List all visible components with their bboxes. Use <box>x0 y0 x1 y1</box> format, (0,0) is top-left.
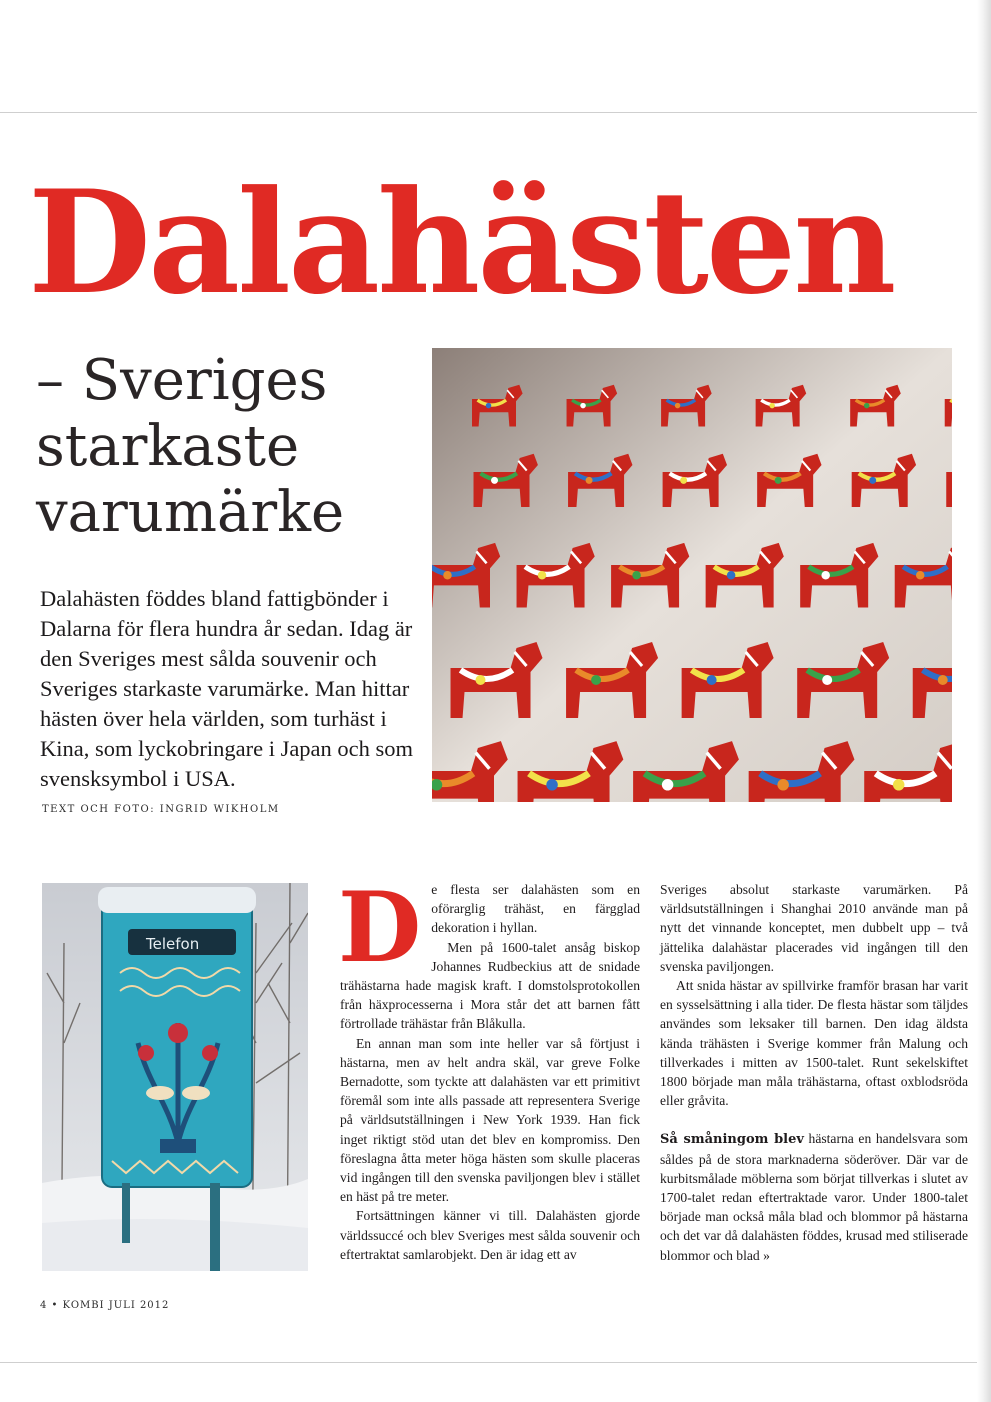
article-paragraph: Att snida hästar av spillvirke framför brasan har varit en sysselsättning i alla tider. De flesta hästar som täljdes användes som leksaker till barnen. Den idag äldsta kända trähästen i Sverige kommer från Malung och tillverkades i mitten av 1500-talet. Runt sekelskiftet 1800 började man måla trähästarna, oftast oxblodsröda eller gråvita. <box>660 978 968 1109</box>
scan-border-bottom <box>0 1362 991 1363</box>
subtitle-line: varumärke <box>36 480 345 545</box>
drop-cap: D <box>338 871 422 984</box>
subtitle-line: – Sveriges <box>36 348 328 413</box>
paragraph-text: hästarna en handelsvara som såldes på de stora marknaderna söderöver. Där var de kurbitsmålade möblerna som börjat tillverkas i slutet av 1700-talet redan eftertraktade varor. Under 1800-talet började man också måla blad och blommor på hästarna och det var då dalahästen föddes, krusad med stiliserade blommor och blad » <box>660 1131 968 1263</box>
dala-horses-photo <box>432 348 952 802</box>
article-column-2 <box>660 880 968 1265</box>
subtitle-line: starkaste <box>36 414 300 479</box>
paragraph-subhead: Så småningom blev <box>660 1132 804 1148</box>
article-paragraph: Sveriges absolut starkaste varumärken. På världsutställningen i Shanghai 2010 använde man på nytt det vinnande konceptet, men dubbelt upp – två jättelika dalahästar placerades vid ingången till den svenska paviljongen. <box>660 882 968 974</box>
headline-title: Dalahästen <box>28 160 894 326</box>
article-paragraph: Fortsättningen känner vi till. Dalahästen gjorde världssuccé och blev Sveriges mest sålda souvenir och eftertraktat samlarobjekt. Den är idag ett av <box>340 1208 640 1262</box>
article-paragraph: En annan man som inte heller var så förtjust i hästarna, men av helt andra skäl, var greve Folke Bernadotte, som tyckte att dalahästen var ett primitivt föremål som inte alls passade att representera Sverige på världsutställningen i New York 1939. Han fick inget riktigt stöd utan det blev en kompromiss. Den föreslagna åtta meter höga hästen som skulle placeras vid ingången till den svenska paviljongen blev i stället en häst på tre meter. <box>340 1035 640 1205</box>
scan-border-top <box>0 112 991 113</box>
page-footer: 4 • KOMBI JULI 2012 <box>40 1300 170 1311</box>
booth-sign-text: Telefon <box>146 935 200 953</box>
headline-subtitle <box>36 348 436 546</box>
scan-page-edge <box>977 0 991 1402</box>
telephone-booth-photo <box>42 883 308 1271</box>
article-column-1 <box>338 871 640 1264</box>
article-paragraph <box>660 1129 968 1264</box>
article-paragraph: e flesta ser dalahästen som en oförarglig trähäst, en färgglad dekoration i hyllan. <box>431 882 640 936</box>
byline: TEXT OCH FOTO: INGRID WIKHOLM <box>42 804 280 815</box>
lead-paragraph: Dalahästen föddes bland fattigbönder i Dalarna för flera hundra år sedan. Idag är den Sveriges mest sålda souvenir och Sveriges starkaste varumärke. Man hittar hästen över hela världen, som turhäst i Kina, som lyckobringare i Japan och som svensksymbol i USA. <box>40 586 414 791</box>
article-paragraph: Men på 1600-talet ansåg biskop Johannes Rudbeckius att de snidade trähästarna hade magisk kraft. I domstolsprotokollen från häxprocesserna i Mora står det att barnen fått förtrollade trähästar från Blåkulla. <box>340 939 640 1032</box>
